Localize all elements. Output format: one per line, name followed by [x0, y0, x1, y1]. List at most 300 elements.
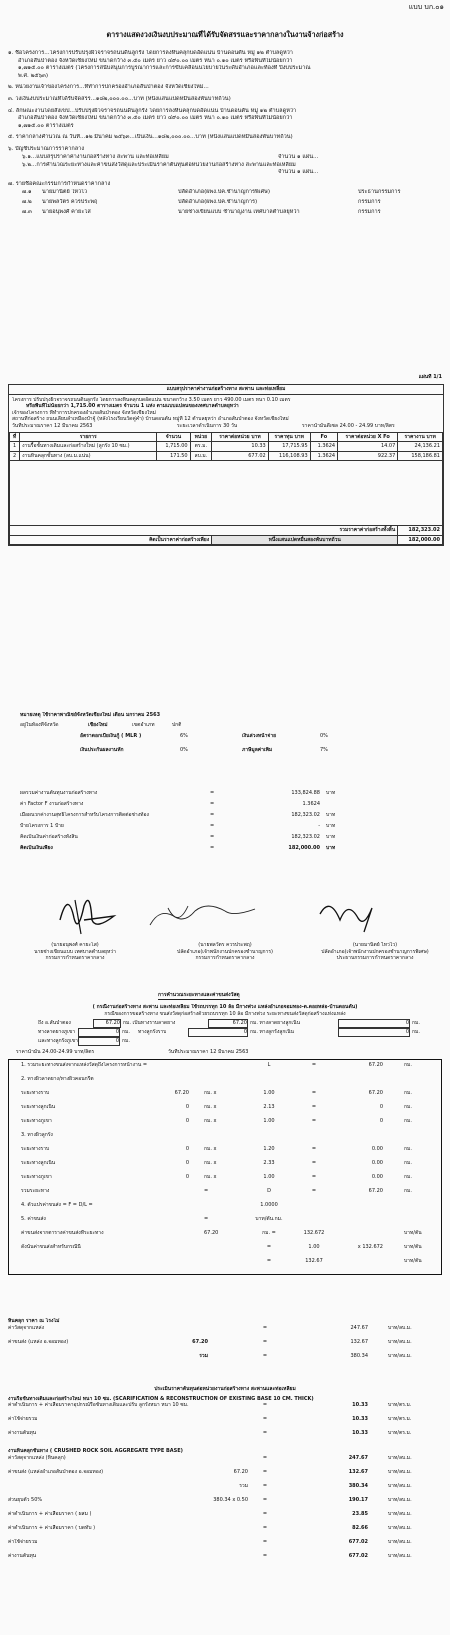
line-f: บาท/ลบ.ม. [388, 1324, 412, 1331]
line-d: = [311, 1090, 317, 1097]
remarks [20, 712, 440, 761]
line-c: = [262, 1468, 268, 1475]
table-cell: งานหินคลุกชั้นทาง (ลบ.ม.แน่น) [20, 451, 157, 460]
remark-province: เชียงใหม่ [88, 721, 108, 728]
line-a: 0 [185, 1118, 189, 1125]
line-e: 67.20 [368, 1090, 383, 1097]
total-value: 182,323.02 [398, 526, 443, 535]
total-label: รวมราคาค่าก่อสร้างทั้งสิ้น [10, 526, 398, 535]
summary-owner: เจ้าของโครงการ ที่ทำการปกครองอำเภอสันป่าตอง จังหวัดเชียงใหม่ [12, 409, 156, 416]
signature-name: (นายอนุพงศ์ คายะโส) [51, 942, 99, 948]
line-t: ระยะทางลูกเนิน [21, 1160, 56, 1167]
line-c: = [262, 1430, 268, 1437]
calc-line [9, 1062, 441, 1076]
line-e: 67.20 [368, 1062, 383, 1069]
calc-line [9, 1174, 441, 1188]
remark-area-label: อยู่ในท้องที่จังหวัด [20, 721, 59, 728]
table-cell: ตร.ม. [190, 442, 212, 451]
calc-line [9, 1146, 441, 1160]
committee-list [8, 189, 444, 219]
section-5: ๕. ราคากลางคำนวณ ณ วันที่...๑๒ มีนาคม ๒๕๖๓...เป็นเงิน...๑๘๒,๐๐๐.๐๐...บาท (หนึ่งแสนแปดหมื่นสองพันบาทถ้วน) [8, 134, 293, 141]
line-a: 380.34 x 0.50 [213, 1496, 248, 1503]
calc-value: - [318, 823, 320, 829]
line-c: 2.33 [263, 1160, 275, 1167]
line-d: 677.02 [348, 1552, 368, 1559]
line-a: 0 [185, 1146, 189, 1153]
line-e: x 132.672 [357, 1244, 383, 1251]
table-cell: 10.33 [212, 442, 269, 451]
line-b: กม. x [204, 1104, 217, 1111]
cost-column-header: จำนวน [157, 432, 190, 441]
line-t: ค่าขนส่ง (แหล่งอำเภอสันป่าตอง อ.จอมทอง) [8, 1468, 104, 1475]
line-c: = [262, 1352, 268, 1359]
line-t: ค่าวัสดุจากแหล่ง (หินคลุก) [8, 1454, 66, 1461]
calc-line [8, 1353, 442, 1367]
cost-table-header [10, 432, 443, 441]
table-cell: 1,715.00 [157, 442, 190, 451]
committee-position: นายช่างเขียนแบบ ชำนาญงาน เทศบาลตำบลยุหว่า [178, 208, 300, 215]
signature-name: (นายมานิตย์ ไหวไว) [352, 942, 398, 948]
section-6-1-qty: จำนวน ๑ แผ่น... [278, 153, 319, 160]
section-1: ๑. ชื่อโครงการ...โครงการปรับปรุงผิวจราจรถนนดินลูกรัง โดยการลงหินคลุกบดอัดแน่น บ้านดอนตัน หมู่ ๑๒ ตำบลดูหว่า [8, 50, 293, 56]
line-t: ระยะทางลูกเนิน [21, 1104, 56, 1111]
line-t: 4. ตัวแปรค่าขนส่ง = F = D/L = [21, 1202, 93, 1209]
line-c: D [267, 1188, 271, 1195]
calc-label: เมื่อผนวกค่างานสุทธิโครงการสำหรับโครงการติดต่อช่างท้อง [20, 812, 149, 818]
dist-value-5: 0 [188, 1028, 248, 1037]
transport-section [8, 985, 442, 1275]
committee-member [8, 189, 444, 199]
committee-member [8, 199, 444, 209]
line-t: ค่างานต้นทุน [8, 1430, 37, 1437]
calc-line [9, 1258, 441, 1272]
summary-heading: แบบสรุปราคาค่างานก่อสร้างทาง สะพาน และท่อเหลี่ยม [9, 385, 443, 395]
section-1-line2: อำเภอสันป่าตอง จังหวัดเชียงใหม่ ขนาดกว้าง ๓.๕๐ เมตร ยาว ๔๙๐.๐๐ เมตร หนา ๐.๑๐ เมตร หรือพื้นที่ไม่น้อยกว่า [18, 57, 293, 64]
calc-value: 182,323.02 [291, 834, 320, 840]
calc-line [9, 1132, 441, 1146]
calc-equals: = [210, 845, 215, 851]
calc-row [20, 823, 440, 834]
table-cell: 158,186.81 [398, 451, 443, 460]
remark-advance: 0% [320, 732, 328, 739]
transport-sub2: กรณีของการขอสร้างทาง ขนส่งวัสดุก่อสร้างด้วยรถบรรทุก 10 ล้อ มีกางพ่วง ระยะทางขนส่งวัสดุก่อสร้างแห่งแหล่ง [104, 1010, 346, 1017]
calc-row [20, 845, 440, 856]
line-e: 0.00 [371, 1160, 383, 1167]
calc-line [9, 1216, 441, 1230]
line-t: ค่าใช้จ่ายรวม [8, 1538, 38, 1545]
line-f: บาท/ตร.ม. [388, 1402, 412, 1409]
line-b: กม. x [204, 1160, 217, 1167]
line-t: ค่างานต้นทุน [8, 1552, 37, 1559]
table-cell: งานรื้อชั้นทางเดิมและก่อสร้างใหม่ (ลูกรัง 10 ซม.) [20, 442, 157, 451]
transport-sub: ( กรณีงานก่อสร้างทาง สะพาน และท่อเหลี่ยม ใช้รถบรรทุก 10 ล้อ มีกางพ่วง แหล่งอำเภอจอมทอง-ต.ดอยหล่อ-บ้านดอนตัน) [92, 1004, 358, 1010]
line-c: = [262, 1324, 268, 1331]
dist-unit-6: กม. [412, 1029, 420, 1036]
line-f: กม. [404, 1188, 412, 1195]
section-2: ๒. หน่วยงานเจ้าของโครงการ...ที่ทำการปกครองอำเภอสันป่าตอง จังหวัดเชียงใหม่... [8, 84, 209, 91]
table-row [10, 451, 443, 460]
dist-label-1: ถึง อ.สันป่าตอง [38, 1020, 71, 1027]
line-t: ค่าดำเนินการ + ค่าเสื่อมราคา ( บดทับ ) [8, 1524, 96, 1531]
calc-value: 182,323.02 [291, 812, 320, 818]
section-1-line4: พ.ศ. ๒๕๖๓) [18, 72, 49, 79]
line-c: 1.0000 [260, 1202, 278, 1209]
line-d: = [311, 1160, 317, 1167]
dist-label-3: กม. ทางลาดยางลูกเนิน [250, 1020, 300, 1027]
line-a: 0 [185, 1174, 189, 1181]
signature-pos: ปลัดอำเภอ(เจ้าพนักงานปกครองชำนาญการ) [177, 948, 273, 955]
line-d: 23.85 [352, 1510, 368, 1517]
crushed-heading: หินคลุก ราคา ณ โรงโม่ [8, 1318, 60, 1324]
line-t: ค่าวัสดุจากแหล่ง [8, 1324, 45, 1331]
line-d: = [311, 1146, 317, 1153]
line-b: กม. x [204, 1146, 217, 1153]
dist-label-4: ทางลาดยางภูเขา [38, 1029, 76, 1036]
section-6: ๖. บัญชีประมาณการราคากลาง [8, 145, 85, 152]
dist-unit-3: กม. [412, 1020, 420, 1027]
signature-area [0, 880, 450, 976]
calc-label: คิดเป็นเงินค่าก่อสร้างทั้งสิ้น [20, 834, 78, 840]
calc-line [8, 1497, 442, 1511]
line-f: บาท/ตร.ม. [388, 1416, 412, 1423]
form-code: แบบ บก.๐๑ [408, 4, 444, 11]
line-d: 247.67 [348, 1454, 368, 1461]
cost-column-header: ราคางาน บาท [398, 432, 443, 441]
summary-project: โครงการ ปรับปรุงผิวจราจรถนนดินลูกรัง โดยการลงหินคลุกบดอัดแน่น ขนาดกว้าง 3.50 เมตร ยาว 490.00 เมตร หนา 0.10 เมตร [12, 396, 291, 403]
committee-name: นายอนุพงศ์ คายะโส [42, 208, 91, 215]
committee-no: ๗.๑ [22, 188, 32, 195]
line-c: = [262, 1402, 268, 1409]
line-f: บาท/ตัน [404, 1230, 422, 1237]
dist-value-2: 67.20 [208, 1019, 248, 1028]
summary-area: หรือพื้นที่ไม่น้อยกว่า 1,715.00 ตารางเมตร จำนวน 1 แห่ง ตามแบบแปลนของเทศบาลตำบลยุหว่า [26, 403, 239, 410]
line-d: 380.34 [348, 1482, 368, 1489]
transport-heading: การคำนวณระยะทางและค่าขนส่งวัสดุ [158, 992, 240, 999]
line-b: กม. x [204, 1090, 217, 1097]
line-f: บาท/ลบ.ม. [388, 1510, 412, 1517]
line-f: กม. [404, 1160, 412, 1167]
table-cell: 1.3624 [310, 442, 337, 451]
dist-unit-4: กม. [122, 1029, 130, 1036]
line-f: บาท/ตัน [404, 1258, 422, 1265]
remark-vat: 7% [320, 746, 328, 753]
signature-role: กรรมการกำหนดราคากลาง [45, 955, 105, 962]
cost-column-header: Fo [310, 432, 337, 441]
calc-line [9, 1160, 441, 1174]
crushed-rock-section [8, 1318, 442, 1367]
committee-role: กรรมการ [358, 208, 381, 215]
line-f: บาท/ลบ.ม. [388, 1482, 412, 1489]
line-d: = [311, 1104, 317, 1111]
line-t: ค่าขนส่งจากตารางค่าขนส่งที่ระยะทาง [21, 1230, 104, 1237]
transport-distances [8, 1019, 442, 1049]
calc-value: 1.3624 [302, 801, 320, 807]
line-a: 0 [185, 1160, 189, 1167]
line-b: = [204, 1216, 209, 1223]
table-row [10, 442, 443, 451]
line-d: 247.67 [350, 1324, 368, 1331]
line-f: บาท/ลบ.ม. [388, 1468, 412, 1475]
calc-unit: บาท [326, 812, 336, 818]
remark-zone-label: เขตอำเภท [132, 721, 155, 728]
table-cell: 171.50 [157, 451, 190, 460]
line-t: ค่าใช้จ่ายรวม [8, 1416, 38, 1423]
line-d: 132.67 [350, 1338, 368, 1345]
line-f: บาท/ลบ.ม. [388, 1524, 412, 1531]
calc-unit: บาท [326, 834, 336, 840]
calc-line [9, 1244, 441, 1258]
line-d: 82.66 [352, 1524, 368, 1531]
line-c: L [267, 1062, 271, 1069]
calc-line [8, 1483, 442, 1497]
signature-role: กรรมการกำหนดราคากลาง [195, 955, 255, 962]
calc-line [9, 1076, 441, 1090]
dist-value-4: 0 [78, 1028, 120, 1037]
calc-line [8, 1553, 442, 1567]
section-7: ๗. รายชื่อคณะกรรมการกำหนดราคากลาง [8, 181, 111, 188]
table-cell: 677.02 [212, 451, 269, 460]
dist-value-6: 0 [338, 1028, 410, 1037]
table-cell: 14.07 [338, 442, 398, 451]
signature-block [150, 942, 300, 962]
signature-scribbles [0, 880, 450, 950]
line-c: บาท/ตัน.กม. [255, 1216, 283, 1223]
summary-duration: ระยะเวลาดำเนินการ 30 วัน [177, 422, 238, 429]
project-info [8, 50, 444, 219]
line-t: ค่าดำเนินการ + ค่าเสื่อมราคาอุปกรณ์รื้อชั้นทางเดิมและปรับ ลูกรังหนา หนา 10 ซม. [8, 1402, 189, 1409]
line-c: = [262, 1454, 268, 1461]
line-d: = [311, 1188, 317, 1195]
line-c: 1.00 [263, 1174, 275, 1181]
line-d: 10.33 [352, 1416, 368, 1423]
calc-equals: = [210, 823, 215, 829]
remark-retention: 0% [180, 746, 188, 753]
line-d: 1.00 [308, 1244, 320, 1251]
calc-line [9, 1188, 441, 1202]
dist-value-3: 0 [338, 1019, 410, 1028]
cost-column-header: ราคาต่อหน่วย X Fo [338, 432, 398, 441]
dist-label-6: กม. ทางลูกรังลูกเนิน [250, 1029, 294, 1036]
remark-mlr: 6% [180, 732, 188, 739]
line-t: 1. รวมระยะทางขนส่งจากแหล่งวัสดุถึงโครงการหน้างาน = [21, 1062, 148, 1069]
line-c: = [262, 1416, 268, 1423]
line-f: กม. [404, 1174, 412, 1181]
line-a: รวม [199, 1352, 208, 1359]
table-cell: ลบ.ม. [190, 451, 212, 460]
calc-equals: = [210, 801, 215, 807]
calc-line [8, 1325, 442, 1339]
line-c: 1.00 [263, 1090, 275, 1097]
calc-line [8, 1416, 442, 1430]
line-f: บาท/ลบ.ม. [388, 1338, 412, 1345]
unitcost-heading: ประเมินราคาต้นทุนต่อหน่วยงานก่อสร้างทาง สะพานและท่อเหลี่ยม [154, 1386, 296, 1392]
line-d: 132.67 [305, 1258, 323, 1265]
line-e: 0.00 [371, 1174, 383, 1181]
table-cell: 24,136.21 [398, 442, 443, 451]
line-t: ระยะทางภูเขา [21, 1174, 52, 1181]
transport-date: วันที่ประมาณราคา 12 มีนาคม 2563 [168, 1049, 249, 1056]
cost-column-header: รายการ [20, 432, 157, 441]
line-c: 1.20 [263, 1146, 275, 1153]
line-t: ดังนั้นค่าขนส่งสำหรับกรณีนี้ [21, 1244, 81, 1251]
line-d: 677.02 [348, 1538, 368, 1545]
line-c: = [262, 1552, 268, 1559]
line-d: 10.33 [352, 1430, 368, 1437]
calc-label: ป้ายโครงการ 1 ป้าย [20, 823, 64, 829]
calc-line [8, 1469, 442, 1483]
line-c: = [262, 1496, 268, 1503]
line-c: = [262, 1538, 268, 1545]
calc-value: 133,824.88 [291, 790, 320, 796]
line-t: ระยะทางราบ [21, 1090, 50, 1097]
calc-line [8, 1511, 442, 1525]
remark-mlr-label: อัตราดอกเบี้ยเงินกู้ ( MLR ) [80, 732, 142, 739]
calc-line [9, 1202, 441, 1216]
section-1-line3: ๑,๗๑๕.๐๐ ตารางเมตร (โครงการสนับสนุนการบูรณาการและการขับเคลื่อนนโยบายในระดับอำเภอและท้องที่ ปีงบประมาณ [18, 65, 311, 72]
table-cell: 1.3624 [310, 451, 337, 460]
cost-column-header: ราคาทุน บาท [268, 432, 310, 441]
line-c: กม. = [262, 1230, 276, 1237]
rounded-words: หนึ่งแสนแปดหมื่นสองพันบาทถ้วน [212, 535, 398, 544]
line-b: กม. x [204, 1174, 217, 1181]
signature-block [300, 942, 450, 962]
line-f: กม. [404, 1090, 412, 1097]
line-b: 67.20 [204, 1230, 219, 1237]
line-f: บาท/ลบ.ม. [388, 1352, 412, 1359]
line-c: 2.13 [263, 1104, 275, 1111]
line-d: 132.67 [348, 1468, 368, 1475]
line-c: = [262, 1510, 268, 1517]
remark-note: หมายเหตุ ใช้ราคาพาณิชย์จังหวัดเชียงใหม่ เดือน มกราคม 2563 [20, 712, 161, 718]
committee-name: นายพลวัตร ควรประพฤ [42, 198, 98, 205]
line-t: 5. ค่าขนส่ง [21, 1216, 46, 1223]
signature-block [0, 942, 150, 962]
calc-line [9, 1230, 441, 1244]
line-d: 132.672 [303, 1230, 325, 1237]
line-t: ส่วนยุบตัว 50% [8, 1496, 43, 1503]
line-c: = [266, 1258, 272, 1265]
calc-row [20, 834, 440, 845]
line-d: 190.17 [348, 1496, 368, 1503]
cost-column-header: หน่วย [190, 432, 212, 441]
unitcost-sub: งานรื้อชั้นทางเดิมและก่อสร้างใหม่ หนา 10 ซม. (SCARIFICATION & RECONSTRUCTION OF EXISTING BASE 10 CM. THICK) [8, 1395, 314, 1402]
calc-equals: = [210, 812, 215, 818]
line-e: 0.00 [371, 1146, 383, 1153]
signature-pos: นายช่างเขียนแบบ เทศบาลตำบลยุหว่า [34, 948, 116, 955]
calc-line [9, 1104, 441, 1118]
table-cell: 1 [10, 442, 20, 451]
summary-date: วันที่ประมาณราคา 12 มีนาคม 2563 [12, 422, 93, 429]
committee-position: ปลัดอำเภอ(ผพง.ปค.ชำนาญการ) [178, 198, 258, 205]
line-c: 1.00 [263, 1118, 275, 1125]
calc-unit: บาท [326, 845, 336, 851]
calc-line [8, 1402, 442, 1416]
calculation-block [20, 790, 440, 856]
section-4: ๔. ลักษณะงานโดยสังเขป...ปรับปรุงผิวจราจรถนนดินลูกรัง โดยการลงหินคลุกบดอัดแน่น บ้านดอนตัน หมู่ ๑๒ ตำบลดูหว่า [8, 107, 297, 114]
table-cell: 2 [10, 451, 20, 460]
rounded-value: 182,000.00 [398, 535, 443, 544]
dist-label-5: ทางลูกรังราบ [138, 1029, 167, 1036]
line-f: กม. [404, 1104, 412, 1111]
line-d: = [311, 1174, 317, 1181]
calc-line [9, 1090, 441, 1104]
calc-equals: = [210, 834, 215, 840]
section-4-line2: อำเภอสันป่าตอง จังหวัดเชียงใหม่ ขนาดกว้าง ๓.๕๐ เมตร ยาว ๔๙๐.๐๐ เมตร หนา ๐.๑๐ เมตร หรือพื้นที่ไม่น้อยกว่า [18, 115, 293, 122]
calc-line [8, 1430, 442, 1444]
table-cell: 17,715.95 [268, 442, 310, 451]
line-f: กม. [404, 1146, 412, 1153]
line-f: บาท/ลบ.ม. [388, 1454, 412, 1461]
calc-line [8, 1455, 442, 1469]
line-t: รวมระยะทาง [21, 1188, 50, 1195]
line-f: บาท/ตัน [404, 1244, 422, 1251]
table-cell: 922.37 [338, 451, 398, 460]
line-b: กม. x [204, 1118, 217, 1125]
dist-label-7: และทางลูกรังภูเขา [38, 1038, 78, 1045]
line-d: 380.34 [350, 1352, 368, 1359]
signature-role: ประธานกรรมการกำหนดราคากลาง [336, 955, 414, 962]
section-6-2: ๖.๒...การคำนวณระยะทางและค่าขนส่งวัสดุและประเมินราคาต้นทุนต่อหน่วยงานก่อสร้างทาง สะพานและท่อเหลี่ยม [22, 161, 296, 168]
dist-value-7: 0 [78, 1037, 120, 1046]
table-cell: 116,108.93 [268, 451, 310, 460]
line-c: = [266, 1244, 272, 1251]
cost-table [9, 432, 443, 545]
line-f: บาท/ลบ.ม. [388, 1496, 412, 1503]
line-f: บาท/ตร.ม. [388, 1430, 412, 1437]
committee-role: กรรมการ [358, 198, 381, 205]
committee-member [8, 209, 444, 219]
summary-fuel: ราคาน้ำมันดีเซล 24.00 - 24.99 บาท/ลิตร [302, 422, 395, 429]
calc-value: 182,000.00 [288, 845, 320, 851]
line-t: 2. ทางผิวลาดยาง/ทางผิวคอนกรีต [21, 1076, 94, 1083]
committee-name: นายมานิตย์ ไหวไว [42, 188, 88, 195]
line-b: = [204, 1188, 209, 1195]
signature-name: (นายพลวัตร ควรประพฤ) [198, 942, 252, 948]
calc-row [20, 790, 440, 801]
line-t: ระยะทางราบ [21, 1146, 50, 1153]
line-d: = [311, 1118, 317, 1125]
line-e: 67.20 [368, 1188, 383, 1195]
line-e: 0 [379, 1118, 383, 1125]
calc-line [8, 1539, 442, 1553]
line-a: 67.20 [192, 1338, 208, 1345]
line-c: = [262, 1524, 268, 1531]
cost-column-header: ที่ [10, 432, 20, 441]
signature-pos: ปลัดอำเภอ(เจ้าพนักงานปกครองชำนาญการพิเศษ) [321, 948, 429, 955]
dist-value-1: 67.20 [93, 1019, 121, 1028]
sheet-number: แผ่นที่ 1/1 [418, 374, 442, 380]
line-f: กม. [404, 1062, 412, 1069]
rounded-label: คิดเป็นราคาค่าก่อสร้างเพียง [10, 535, 212, 544]
line-a: 0 [185, 1104, 189, 1111]
line-f: บาท/ลบ.ม. [388, 1538, 412, 1545]
calc-label: คิดเป็นเงินเพียง [20, 845, 53, 851]
remark-zone-value: ปกติ [172, 721, 182, 728]
remark-retention-label: เงินประกันผลงานหัก [80, 746, 124, 753]
dist-unit-7: กม. [122, 1038, 130, 1045]
unit-cost-section [8, 1386, 442, 1567]
line-c: = [262, 1338, 268, 1345]
transport-calc-box [8, 1059, 442, 1275]
remark-advance-label: เงินล่วงหน้าจ่าย [242, 732, 277, 739]
line-f: กม. [404, 1118, 412, 1125]
line-a: รวม [239, 1482, 248, 1489]
calc-line [9, 1118, 441, 1132]
line-d: 10.33 [352, 1402, 368, 1409]
committee-role: ประธานกรรมการ [358, 188, 401, 195]
line-a: 67.20 [233, 1468, 248, 1475]
line-d: = [311, 1062, 317, 1069]
